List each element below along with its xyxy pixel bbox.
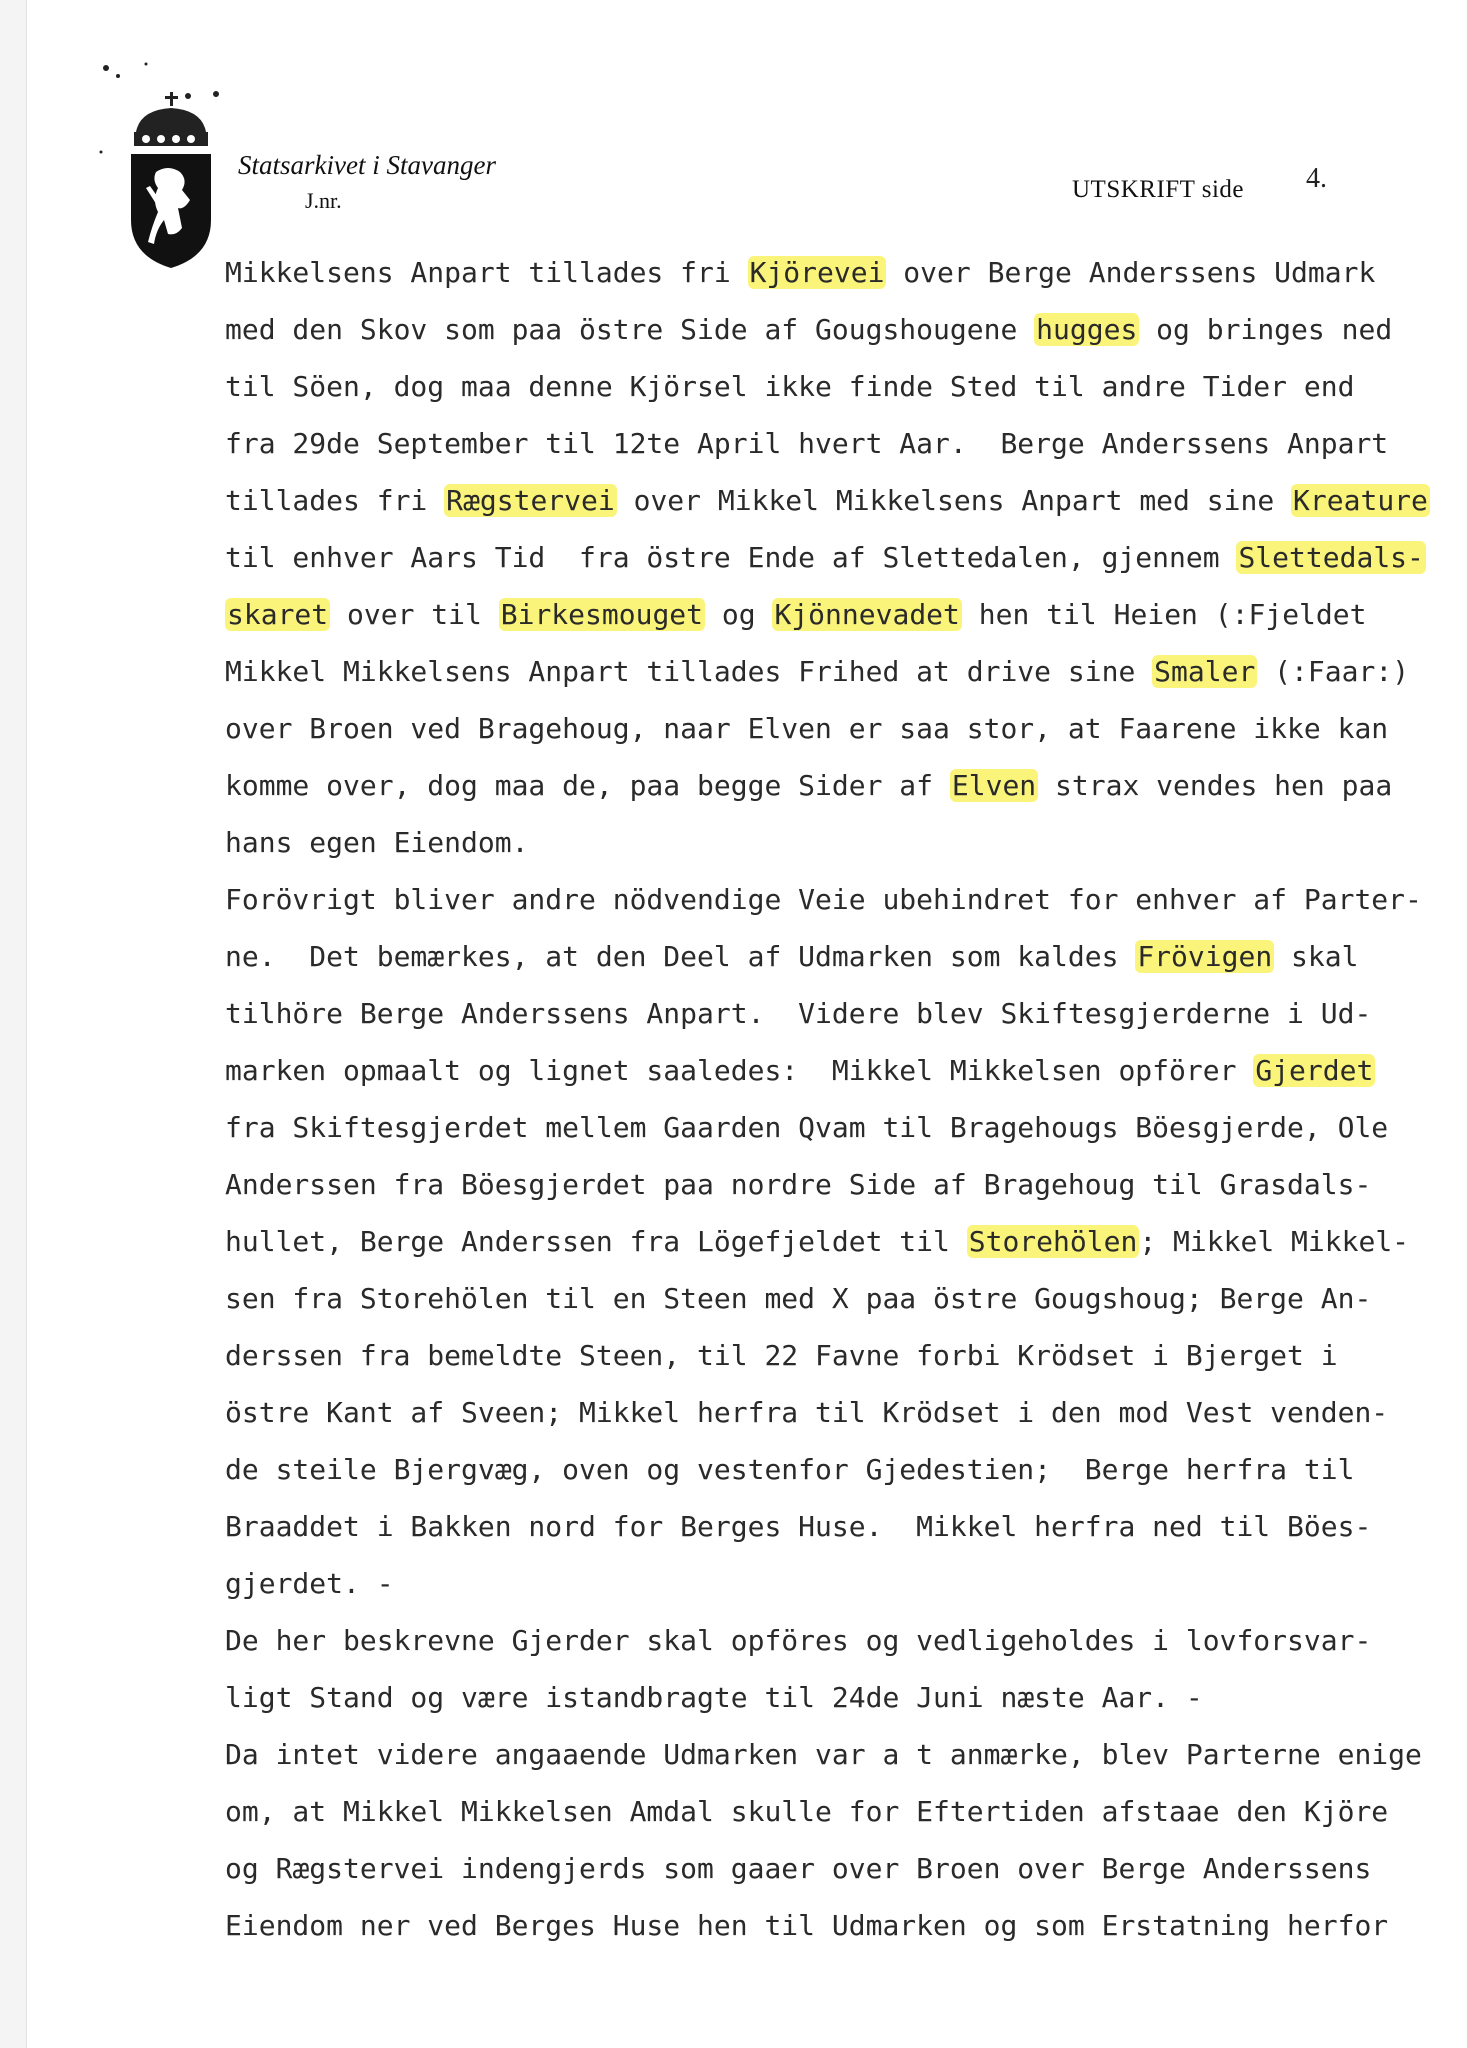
text-segment: hen til Heien (:Fjeldet <box>961 598 1367 631</box>
highlighted-word: hugges <box>1036 313 1138 346</box>
highlighted-word: Kjörevei <box>749 256 885 289</box>
text-segment: og <box>705 598 773 631</box>
text-segment: gjerdet. - <box>225 1567 394 1600</box>
text-line <box>225 358 1465 415</box>
highlighted-word: Elven <box>951 769 1037 802</box>
text-line <box>225 1327 1465 1384</box>
text-line <box>225 985 1465 1042</box>
text-segment: De her beskrevne Gjerder skal opföres og vedligeholdes i lovforsvar- <box>225 1624 1372 1657</box>
text-line <box>225 1099 1465 1156</box>
text-segment: Mikkel Mikkelsens Anpart tillades Frihed at drive sine <box>225 655 1153 688</box>
highlighted-word: Gjerdet <box>1255 1054 1374 1087</box>
text-line <box>225 757 1465 814</box>
text-line <box>225 1156 1465 1213</box>
archive-name: Statsarkivet i Stavanger <box>238 150 496 180</box>
text-line <box>225 1783 1465 1840</box>
letterhead <box>28 0 1467 270</box>
text-segment: komme over, dog maa de, paa begge Sider af <box>225 769 950 802</box>
text-line <box>225 586 1465 643</box>
text-line <box>225 244 1465 301</box>
text-segment: og Rægstervei indengjerds som gaaer over Broen over Berge Anderssens <box>225 1852 1372 1885</box>
document-page <box>28 0 1467 2048</box>
highlighted-word: Smaler <box>1154 655 1256 688</box>
text-segment: om, at Mikkel Mikkelsen Amdal skulle for Eftertiden afstaae den Kjöre <box>225 1795 1389 1828</box>
text-segment: fra Skiftesgjerdet mellem Gaarden Qvam til Bragehougs Böesgjerde, Ole <box>225 1111 1389 1144</box>
text-line <box>225 529 1465 586</box>
text-segment: tillades fri <box>225 484 445 517</box>
text-segment: til enhver Aars Tid fra östre Ende af Slettedalen, gjennem <box>225 541 1237 574</box>
text-line <box>225 1726 1465 1783</box>
journal-number-label: J.nr. <box>305 188 342 213</box>
text-segment: ligt Stand og være istandbragte til 24de Juni næste Aar. - <box>225 1681 1203 1714</box>
text-segment: marken opmaalt og lignet saaledes: Mikkel Mikkelsen opförer <box>225 1054 1254 1087</box>
text-line <box>225 1669 1465 1726</box>
text-segment: Anderssen fra Böesgjerdet paa nordre Side af Bragehoug til Grasdals- <box>225 1168 1372 1201</box>
text-segment: ne. Det bemærkes, at den Deel af Udmarken som kaldes <box>225 940 1136 973</box>
text-segment: Braaddet i Bakken nord for Berges Huse. Mikkel herfra ned til Böes- <box>225 1510 1372 1543</box>
highlighted-word: Birkesmouget <box>500 598 704 631</box>
coat-of-arms-icon <box>98 60 238 270</box>
page-edge <box>0 0 27 2048</box>
text-segment: fra 29de September til 12te April hvert Aar. Berge Anderssens Anpart <box>225 427 1389 460</box>
text-segment: over Mikkel Mikkelsens Anpart med sine <box>616 484 1292 517</box>
highlighted-word: Kjönnevadet <box>774 598 960 631</box>
text-segment: östre Kant af Sveen; Mikkel herfra til Krödset i den mod Vest venden- <box>225 1396 1389 1429</box>
text-segment: hans egen Eiendom. <box>225 826 529 859</box>
text-segment: de steile Bjergvæg, oven og vestenfor Gjedestien; Berge herfra til <box>225 1453 1355 1486</box>
text-line <box>225 1042 1465 1099</box>
transcript-label: UTSKRIFT side <box>1072 176 1245 203</box>
text-line <box>225 700 1465 757</box>
text-line <box>225 1555 1465 1612</box>
text-line <box>225 1840 1465 1897</box>
highlighted-word: skaret <box>227 598 329 631</box>
transcript-body <box>225 244 1465 1954</box>
text-line <box>225 1213 1465 1270</box>
text-line <box>225 472 1465 529</box>
text-segment: skal <box>1274 940 1359 973</box>
text-segment: og bringes ned <box>1139 313 1393 346</box>
text-segment: (:Faar:) <box>1257 655 1410 688</box>
highlighted-word: Slettedals- <box>1238 541 1424 574</box>
text-line <box>225 928 1465 985</box>
text-segment: med den Skov som paa östre Side af Gougshougene <box>225 313 1035 346</box>
text-line <box>225 814 1465 871</box>
text-line <box>225 1441 1465 1498</box>
text-line <box>225 1612 1465 1669</box>
text-line <box>225 643 1465 700</box>
text-segment: til Söen, dog maa denne Kjörsel ikke finde Sted til andre Tider end <box>225 370 1355 403</box>
text-line <box>225 1270 1465 1327</box>
text-line <box>225 301 1465 358</box>
highlighted-word: Rægstervei <box>446 484 615 517</box>
text-segment: sen fra Storehölen til en Steen med X paa östre Gougshoug; Berge An- <box>225 1282 1372 1315</box>
highlighted-word: Frövigen <box>1137 940 1273 973</box>
text-segment: over Broen ved Bragehoug, naar Elven er saa stor, at Faarene ikke kan <box>225 712 1389 745</box>
text-segment: derssen fra bemeldte Steen, til 22 Favne forbi Krödset i Bjerget i <box>225 1339 1338 1372</box>
text-segment: over Berge Anderssens Udmark <box>886 256 1376 289</box>
text-segment: hullet, Berge Anderssen fra Lögefjeldet til <box>225 1225 967 1258</box>
text-segment: tilhöre Berge Anderssens Anpart. Videre blev Skiftesgjerderne i Ud- <box>225 997 1372 1030</box>
text-segment: strax vendes hen paa <box>1038 769 1393 802</box>
text-segment: Mikkelsens Anpart tillades fri <box>225 256 748 289</box>
highlighted-word: Kreature <box>1293 484 1428 517</box>
text-line <box>225 1897 1465 1954</box>
text-segment: Eiendom ner ved Berges Huse hen til Udmarken og som Erstatning herfor <box>225 1909 1389 1942</box>
text-segment: over til <box>330 598 499 631</box>
text-segment: Da intet videre angaaende Udmarken var a t anmærke, blev Parterne enige <box>225 1738 1422 1771</box>
text-line <box>225 1498 1465 1555</box>
text-line <box>225 415 1465 472</box>
page-number: 4. <box>1306 163 1327 194</box>
text-line <box>225 1384 1465 1441</box>
highlighted-word: Storehölen <box>968 1225 1138 1258</box>
text-segment: Forövrigt bliver andre nödvendige Veie ubehindret for enhver af Parter- <box>225 883 1422 916</box>
text-line <box>225 871 1465 928</box>
text-segment: ; Mikkel Mikkel- <box>1139 1225 1410 1258</box>
